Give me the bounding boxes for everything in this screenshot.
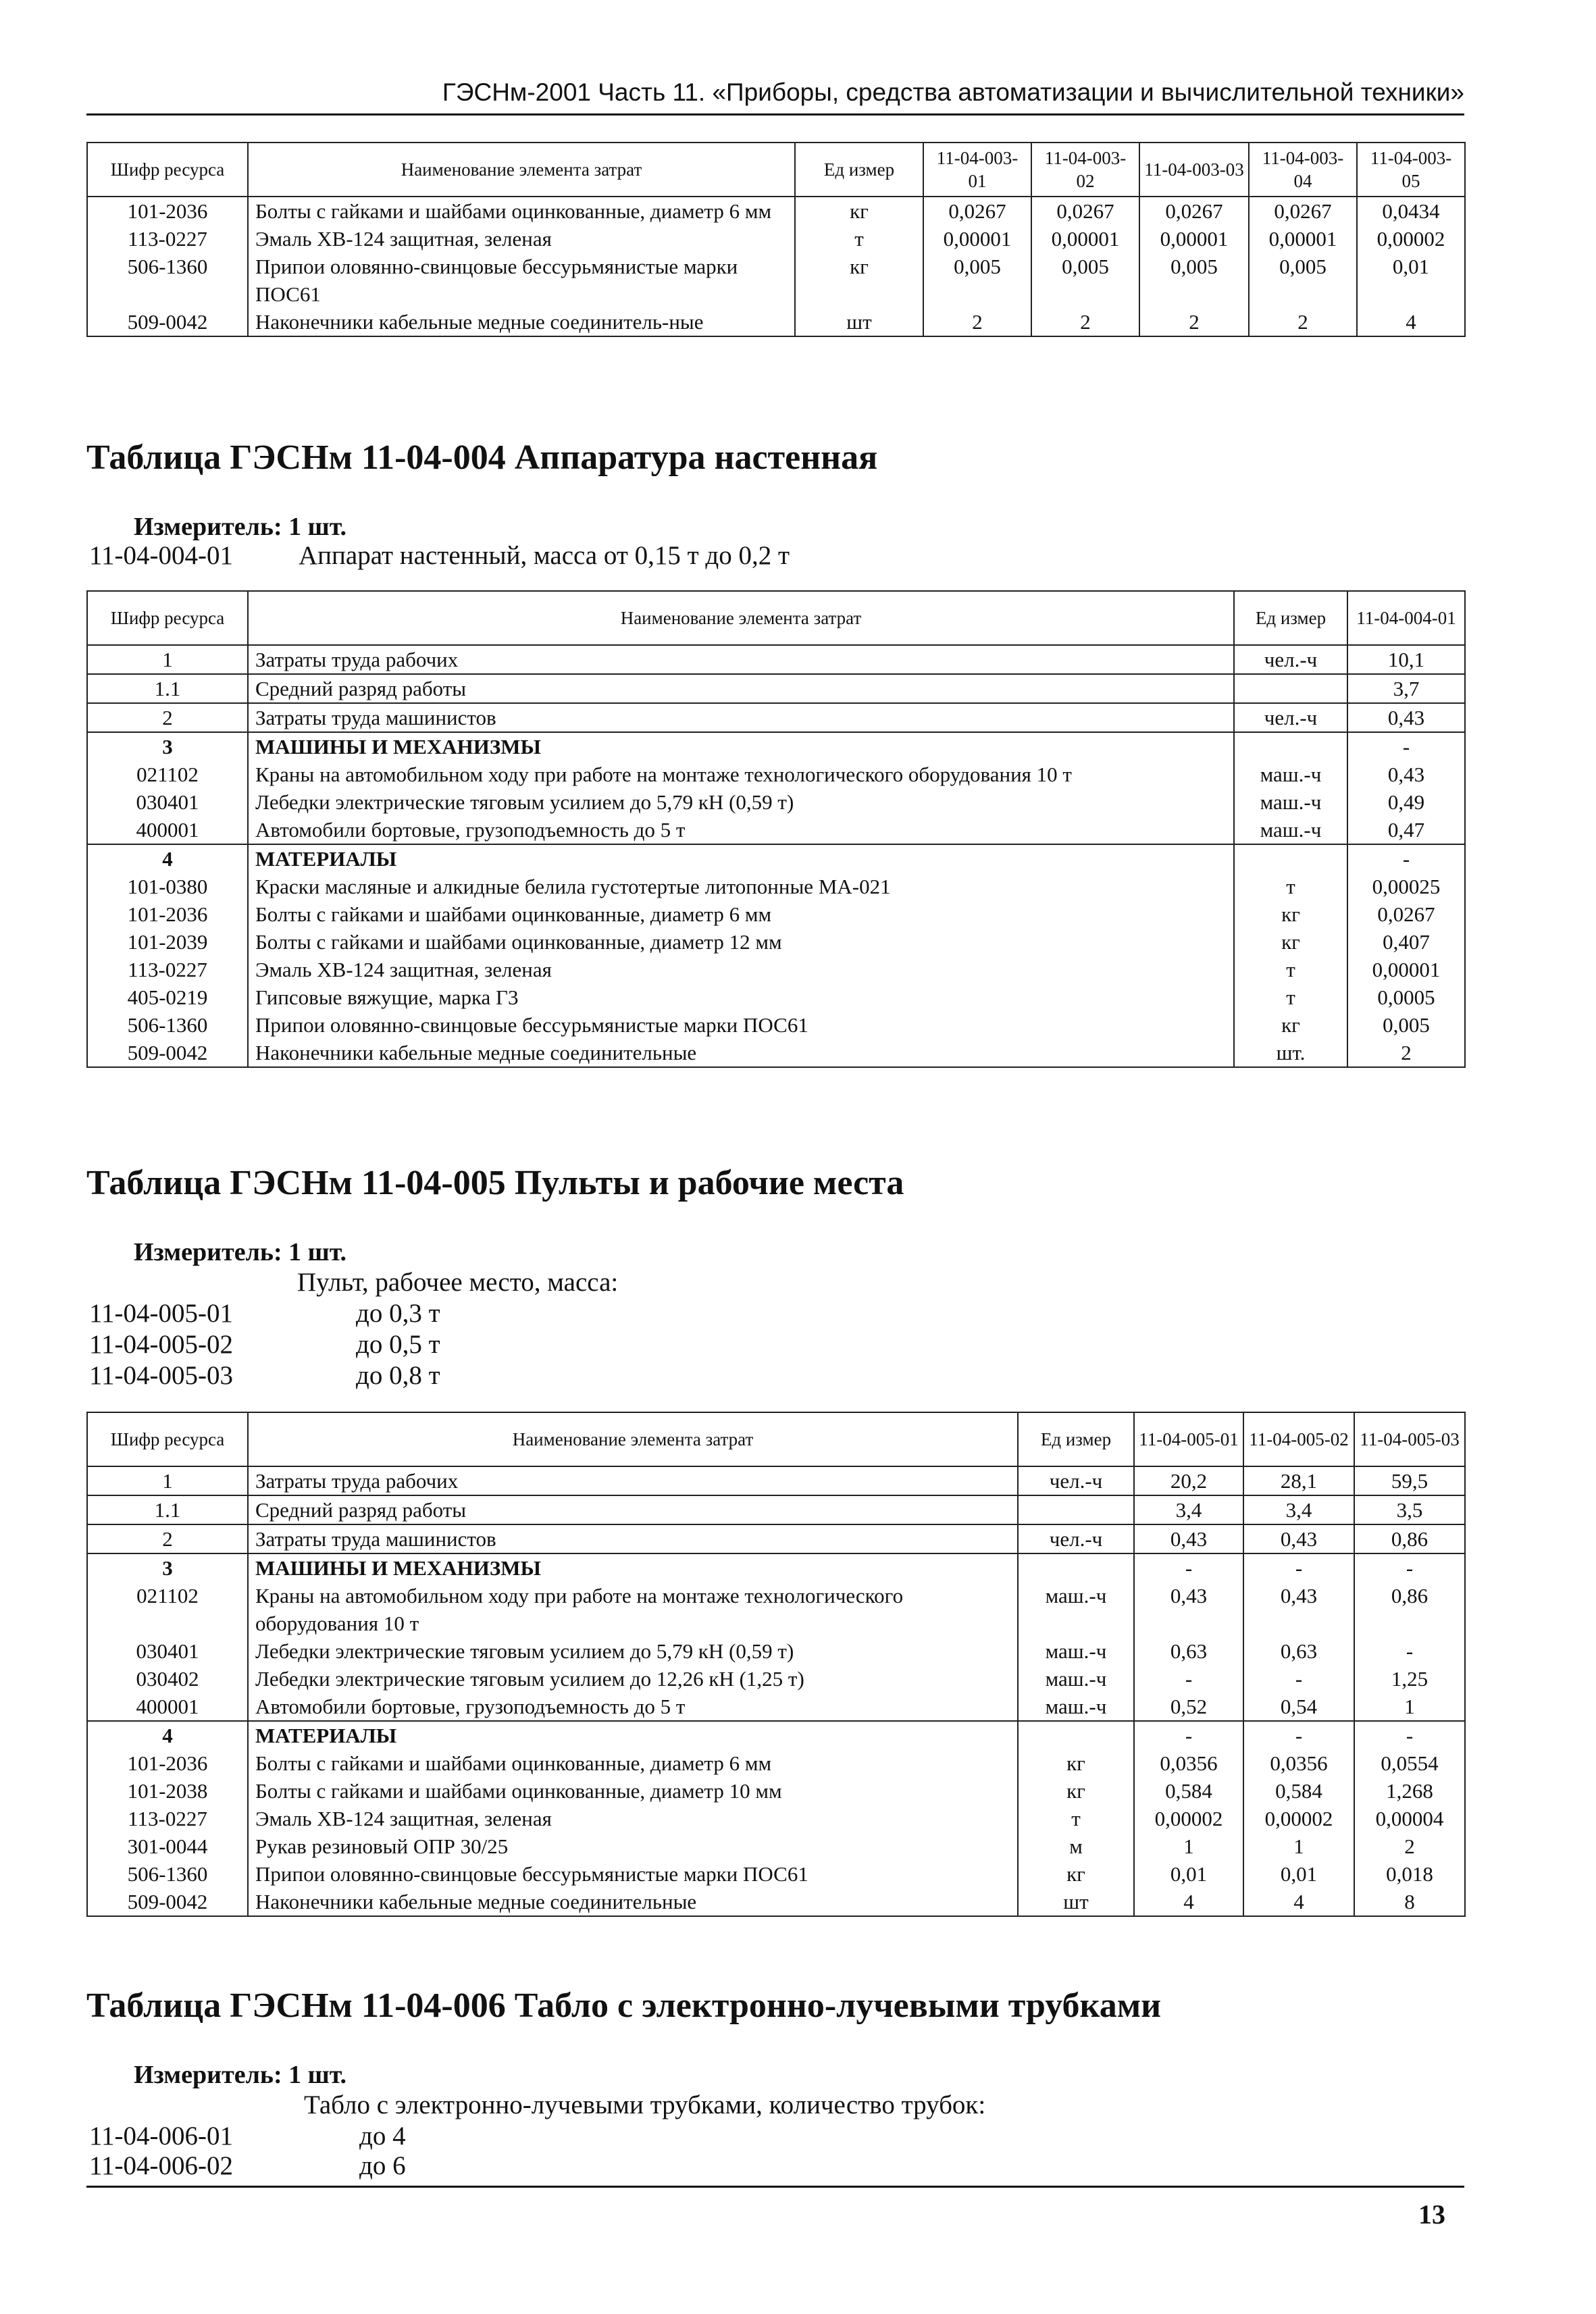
norm-code-line bbox=[89, 1298, 440, 1329]
resource-unit: маш.-ч bbox=[1018, 1693, 1134, 1721]
norm-value: - bbox=[1354, 1721, 1465, 1749]
resource-unit: кг bbox=[1234, 900, 1347, 928]
resource-unit: кг bbox=[795, 253, 923, 308]
resource-unit: маш.-ч bbox=[1018, 1665, 1134, 1693]
table-row bbox=[87, 1749, 1465, 1777]
table-row bbox=[87, 1721, 1465, 1749]
table-title-11-04-004: Таблица ГЭСНм 11-04-004 Аппаратура настенная bbox=[86, 438, 878, 477]
resource-code: 506-1360 bbox=[87, 1860, 248, 1888]
resource-name: Болты с гайками и шайбами оцинкованные, диаметр 12 мм bbox=[248, 928, 1234, 956]
norm-description: до 4 bbox=[359, 2122, 406, 2151]
resource-unit bbox=[1234, 844, 1347, 873]
resource-code: 509-0042 bbox=[87, 1039, 248, 1067]
norm-code-line bbox=[89, 2151, 406, 2181]
resource-code: 030402 bbox=[87, 1665, 248, 1693]
norm-value: 0,0267 bbox=[1249, 197, 1357, 225]
resource-code: 506-1360 bbox=[87, 253, 248, 308]
norm-code-line bbox=[89, 1360, 440, 1391]
norm-value: 10,1 bbox=[1347, 645, 1465, 674]
col-header-norm: 11-04-004-01 bbox=[1347, 591, 1465, 645]
norm-value: 0,01 bbox=[1357, 253, 1465, 308]
resource-name: Припои оловянно-свинцовые бессурьмянистые марки ПОС61 bbox=[248, 253, 795, 308]
norm-value: 0,0554 bbox=[1354, 1749, 1465, 1777]
resource-code: 113-0227 bbox=[87, 956, 248, 983]
resource-unit: кг bbox=[795, 197, 923, 225]
table-row bbox=[87, 308, 1465, 336]
resource-name: Краски масляные и алкидные белила густотертые литопонные МА-021 bbox=[248, 873, 1234, 900]
resource-name: Краны на автомобильном ходу при работе на монтаже технологического оборудования 10 т bbox=[248, 1582, 1018, 1637]
table-row bbox=[87, 844, 1465, 873]
table-row bbox=[87, 1011, 1465, 1039]
table-row bbox=[87, 900, 1465, 928]
norm-value: 4 bbox=[1243, 1888, 1354, 1916]
col-header-unit: Ед измер bbox=[795, 143, 923, 197]
table-row bbox=[87, 816, 1465, 844]
section-number: 4 bbox=[87, 844, 248, 873]
resource-unit bbox=[1018, 1553, 1134, 1582]
resource-unit bbox=[1234, 732, 1347, 761]
resource-unit: кг bbox=[1018, 1860, 1134, 1888]
table-row bbox=[87, 645, 1465, 674]
resource-code: 101-2039 bbox=[87, 928, 248, 956]
norm-value: 0,0267 bbox=[1139, 197, 1249, 225]
resource-code: 021102 bbox=[87, 1582, 248, 1637]
norm-value: 2 bbox=[1347, 1039, 1465, 1067]
norm-value: 0,43 bbox=[1134, 1524, 1243, 1553]
norm-value: - bbox=[1134, 1553, 1243, 1582]
norm-value: 2 bbox=[1249, 308, 1357, 336]
resource-name: Рукав резиновый ОПР 30/25 bbox=[248, 1832, 1018, 1860]
norm-lead-text: Пульт, рабочее место, масса: bbox=[297, 1268, 619, 1297]
table-row bbox=[87, 983, 1465, 1011]
resource-code: 2 bbox=[87, 1524, 248, 1553]
meter-value: 1 шт. bbox=[288, 513, 347, 541]
norm-value: - bbox=[1347, 844, 1465, 873]
norm-code: 11-04-005-02 bbox=[89, 1330, 234, 1359]
norm-value: 0,00001 bbox=[1031, 225, 1139, 253]
resource-name: Эмаль ХВ-124 защитная, зеленая bbox=[248, 225, 795, 253]
norm-value: 3,7 bbox=[1347, 674, 1465, 703]
norm-value: 0,0267 bbox=[923, 197, 1031, 225]
resource-code: 301-0044 bbox=[87, 1832, 248, 1860]
table-11-04-004 bbox=[86, 590, 1466, 1068]
resource-name: Наконечники кабельные медные соединитель-ные bbox=[248, 308, 795, 336]
table-row bbox=[87, 1582, 1465, 1637]
norm-value: 20,2 bbox=[1134, 1466, 1243, 1495]
norm-value: - bbox=[1134, 1721, 1243, 1749]
norm-code: 11-04-006-01 bbox=[89, 2122, 234, 2151]
col-header-code: Шифр ресурса bbox=[87, 1412, 248, 1466]
norm-value: 8 bbox=[1354, 1888, 1465, 1916]
norm-value: - bbox=[1243, 1553, 1354, 1582]
col-header-norm: 11-04-003-04 bbox=[1249, 143, 1357, 197]
resource-name: Затраты труда рабочих bbox=[248, 1466, 1018, 1495]
resource-unit: маш.-ч bbox=[1234, 816, 1347, 844]
table-row bbox=[87, 703, 1465, 732]
norm-value: - bbox=[1354, 1553, 1465, 1582]
resource-code: 113-0227 bbox=[87, 1805, 248, 1832]
table-row bbox=[87, 956, 1465, 983]
resource-code: 101-2036 bbox=[87, 900, 248, 928]
norm-value: 0,018 bbox=[1354, 1860, 1465, 1888]
norm-value: 0,00001 bbox=[1347, 956, 1465, 983]
resource-unit bbox=[1018, 1721, 1134, 1749]
resource-code: 2 bbox=[87, 703, 248, 732]
resource-code: 506-1360 bbox=[87, 1011, 248, 1039]
norm-code: 11-04-004-01 bbox=[89, 541, 234, 570]
section-number: 3 bbox=[87, 732, 248, 761]
norm-value: 2 bbox=[1031, 308, 1139, 336]
resource-unit: т bbox=[1018, 1805, 1134, 1832]
col-header-norm: 11-04-003-03 bbox=[1139, 143, 1249, 197]
norm-value: 3,4 bbox=[1243, 1495, 1354, 1524]
resource-unit bbox=[1234, 674, 1347, 703]
page-number: 13 bbox=[1418, 2199, 1445, 2230]
resource-unit: т bbox=[1234, 956, 1347, 983]
norm-description: Аппарат настенный, масса от 0,15 т до 0,2 т bbox=[299, 541, 790, 570]
resource-unit: шт. bbox=[1234, 1039, 1347, 1067]
table-row bbox=[87, 1495, 1465, 1524]
resource-name: Болты с гайками и шайбами оцинкованные, диаметр 6 мм bbox=[248, 900, 1234, 928]
table-title-11-04-005: Таблица ГЭСНм 11-04-005 Пульты и рабочие места bbox=[86, 1164, 904, 1202]
meter-value: 1 шт. bbox=[288, 1238, 347, 1266]
table-row bbox=[87, 1832, 1465, 1860]
norm-value: 0,005 bbox=[1139, 253, 1249, 308]
resource-unit: чел.-ч bbox=[1234, 645, 1347, 674]
norm-value: 0,00001 bbox=[1139, 225, 1249, 253]
meter-label: Измеритель: bbox=[134, 2061, 282, 2089]
table-row bbox=[87, 1665, 1465, 1693]
norm-code: 11-04-005-01 bbox=[89, 1299, 234, 1328]
norm-value: 1 bbox=[1134, 1832, 1243, 1860]
resource-code: 405-0219 bbox=[87, 983, 248, 1011]
resource-name: Лебедки электрические тяговым усилием до 5,79 кН (0,59 т) bbox=[248, 1637, 1018, 1665]
resource-name: Болты с гайками и шайбами оцинкованные, диаметр 6 мм bbox=[248, 1749, 1018, 1777]
norm-value: 3,5 bbox=[1354, 1495, 1465, 1524]
norm-code: 11-04-006-02 bbox=[89, 2151, 234, 2180]
norm-value: 0,86 bbox=[1354, 1524, 1465, 1553]
resource-code: 030401 bbox=[87, 1637, 248, 1665]
resource-name: Средний разряд работы bbox=[248, 1495, 1018, 1524]
col-header-code: Шифр ресурса bbox=[87, 591, 248, 645]
resource-unit: кг bbox=[1018, 1749, 1134, 1777]
norm-value: 0,00004 bbox=[1354, 1805, 1465, 1832]
table-row bbox=[87, 1553, 1465, 1582]
section-heading: МАШИНЫ И МЕХАНИЗМЫ bbox=[248, 732, 1234, 761]
norm-value: 0,47 bbox=[1347, 816, 1465, 844]
norm-value: 0,407 bbox=[1347, 928, 1465, 956]
meter-line bbox=[134, 512, 346, 542]
col-header-norm: 11-04-003-05 bbox=[1357, 143, 1465, 197]
table-row bbox=[87, 197, 1465, 225]
norm-value: - bbox=[1354, 1637, 1465, 1665]
norm-value: 1 bbox=[1243, 1832, 1354, 1860]
norm-value: 0,584 bbox=[1134, 1777, 1243, 1805]
table-row bbox=[87, 788, 1465, 816]
resource-name: Припои оловянно-свинцовые бессурьмянистые марки ПОС61 bbox=[248, 1860, 1018, 1888]
norm-value: - bbox=[1243, 1721, 1354, 1749]
resource-code: 101-2038 bbox=[87, 1777, 248, 1805]
norm-value: - bbox=[1347, 732, 1465, 761]
resource-unit: маш.-ч bbox=[1234, 788, 1347, 816]
resource-code: 1.1 bbox=[87, 1495, 248, 1524]
col-header-norm: 11-04-005-02 bbox=[1243, 1412, 1354, 1466]
table-row bbox=[87, 1888, 1465, 1916]
resource-unit: шт bbox=[1018, 1888, 1134, 1916]
resource-unit: маш.-ч bbox=[1018, 1637, 1134, 1665]
resource-name: Наконечники кабельные медные соединительные bbox=[248, 1039, 1234, 1067]
resource-code: 400001 bbox=[87, 816, 248, 844]
resource-name: Гипсовые вяжущие, марка Г3 bbox=[248, 983, 1234, 1011]
section-number: 3 bbox=[87, 1553, 248, 1582]
norm-value: 0,0434 bbox=[1357, 197, 1465, 225]
section-heading: МАТЕРИАЛЫ bbox=[248, 1721, 1018, 1749]
resource-name: Затраты труда машинистов bbox=[248, 703, 1234, 732]
resource-code: 1 bbox=[87, 1466, 248, 1495]
norm-value: 2 bbox=[1139, 308, 1249, 336]
resource-code: 101-2036 bbox=[87, 197, 248, 225]
resource-unit: т bbox=[1234, 983, 1347, 1011]
resource-unit: маш.-ч bbox=[1018, 1582, 1134, 1637]
resource-name: Автомобили бортовые, грузоподъемность до 5 т bbox=[248, 1693, 1018, 1721]
meter-line bbox=[134, 2060, 346, 2090]
norm-value: 28,1 bbox=[1243, 1466, 1354, 1495]
table-title-11-04-006: Таблица ГЭСНм 11-04-006 Табло с электронно-лучевыми трубками bbox=[86, 1986, 1162, 2025]
norm-value: 2 bbox=[1354, 1832, 1465, 1860]
resource-code: 101-0380 bbox=[87, 873, 248, 900]
norm-value: 0,005 bbox=[1249, 253, 1357, 308]
resource-unit: чел.-ч bbox=[1234, 703, 1347, 732]
resource-unit: кг bbox=[1234, 928, 1347, 956]
resource-code: 113-0227 bbox=[87, 225, 248, 253]
resource-unit: кг bbox=[1234, 1011, 1347, 1039]
norm-value: 0,0356 bbox=[1134, 1749, 1243, 1777]
resource-unit: маш.-ч bbox=[1234, 761, 1347, 788]
norm-value: 0,43 bbox=[1243, 1524, 1354, 1553]
resource-code: 400001 bbox=[87, 1693, 248, 1721]
resource-name: Эмаль ХВ-124 защитная, зеленая bbox=[248, 1805, 1018, 1832]
norm-description: до 6 bbox=[359, 2151, 406, 2180]
resource-code: 030401 bbox=[87, 788, 248, 816]
resource-code: 1 bbox=[87, 645, 248, 674]
section-heading: МАТЕРИАЛЫ bbox=[248, 844, 1234, 873]
col-header-unit: Ед измер bbox=[1018, 1412, 1134, 1466]
norm-value: 2 bbox=[923, 308, 1031, 336]
resource-code: 509-0042 bbox=[87, 1888, 248, 1916]
meter-line bbox=[134, 1237, 346, 1267]
table-row bbox=[87, 253, 1465, 308]
norm-value: 0,49 bbox=[1347, 788, 1465, 816]
norm-value: 4 bbox=[1357, 308, 1465, 336]
resource-unit: чел.-ч bbox=[1018, 1466, 1134, 1495]
norm-code-line bbox=[89, 1329, 440, 1360]
norm-value: 0,0267 bbox=[1031, 197, 1139, 225]
norm-value: 0,005 bbox=[923, 253, 1031, 308]
table-row bbox=[87, 674, 1465, 703]
norm-value: 59,5 bbox=[1354, 1466, 1465, 1495]
resource-name: Автомобили бортовые, грузоподъемность до 5 т bbox=[248, 816, 1234, 844]
norm-value: 0,0267 bbox=[1347, 900, 1465, 928]
col-header-norm: 11-04-003-01 bbox=[923, 143, 1031, 197]
resource-unit: шт bbox=[795, 308, 923, 336]
meter-label: Измеритель: bbox=[134, 1238, 282, 1266]
norm-value: 0,01 bbox=[1134, 1860, 1243, 1888]
norm-value: 0,43 bbox=[1243, 1582, 1354, 1637]
norm-value: 0,00002 bbox=[1243, 1805, 1354, 1832]
table-row bbox=[87, 1777, 1465, 1805]
resource-name: Лебедки электрические тяговым усилием до 5,79 кН (0,59 т) bbox=[248, 788, 1234, 816]
table-row bbox=[87, 1039, 1465, 1067]
resource-code: 509-0042 bbox=[87, 308, 248, 336]
resource-name: Припои оловянно-свинцовые бессурьмянистые марки ПОС61 bbox=[248, 1011, 1234, 1039]
resource-name: Краны на автомобильном ходу при работе на монтаже технологического оборудования 10 т bbox=[248, 761, 1234, 788]
col-header-name: Наименование элемента затрат bbox=[248, 591, 1234, 645]
table-row bbox=[87, 225, 1465, 253]
col-header-norm: 11-04-005-01 bbox=[1134, 1412, 1243, 1466]
meter-label: Измеритель: bbox=[134, 513, 282, 541]
norm-value: 1,25 bbox=[1354, 1665, 1465, 1693]
norm-value: 0,54 bbox=[1243, 1693, 1354, 1721]
norm-value: 0,63 bbox=[1243, 1637, 1354, 1665]
norm-description: до 0,5 т bbox=[356, 1330, 440, 1359]
norm-value: 4 bbox=[1134, 1888, 1243, 1916]
table-row bbox=[87, 873, 1465, 900]
resource-unit: т bbox=[1234, 873, 1347, 900]
table-11-04-003 bbox=[86, 142, 1466, 337]
col-header-unit: Ед измер bbox=[1234, 591, 1347, 645]
norm-value: 0,52 bbox=[1134, 1693, 1243, 1721]
resource-code: 101-2036 bbox=[87, 1749, 248, 1777]
resource-unit bbox=[1018, 1495, 1134, 1524]
resource-name: Лебедки электрические тяговым усилием до 12,26 кН (1,25 т) bbox=[248, 1665, 1018, 1693]
table-row bbox=[87, 1466, 1465, 1495]
norm-description: до 0,3 т bbox=[356, 1299, 440, 1328]
resource-unit: т bbox=[795, 225, 923, 253]
col-header-norm: 11-04-003-02 bbox=[1031, 143, 1139, 197]
norm-value: 3,4 bbox=[1134, 1495, 1243, 1524]
resource-code: 021102 bbox=[87, 761, 248, 788]
table-row bbox=[87, 1524, 1465, 1553]
norm-value: 0,005 bbox=[1031, 253, 1139, 308]
resource-name: Затраты труда рабочих bbox=[248, 645, 1234, 674]
norm-code: 11-04-005-03 bbox=[89, 1361, 234, 1390]
norm-value: 0,0005 bbox=[1347, 983, 1465, 1011]
norm-value: 0,00025 bbox=[1347, 873, 1465, 900]
table-row bbox=[87, 928, 1465, 956]
resource-name: Затраты труда машинистов bbox=[248, 1524, 1018, 1553]
norm-value: - bbox=[1243, 1665, 1354, 1693]
table-row bbox=[87, 761, 1465, 788]
resource-name: Болты с гайками и шайбами оцинкованные, диаметр 6 мм bbox=[248, 197, 795, 225]
col-header-name: Наименование элемента затрат bbox=[248, 143, 795, 197]
norm-value: 0,00001 bbox=[1249, 225, 1357, 253]
norm-value: 0,43 bbox=[1134, 1582, 1243, 1637]
running-header: ГЭСНм-2001 Часть 11. «Приборы, средства автоматизации и вычислительной техники» bbox=[86, 72, 1464, 115]
norm-value: 0,01 bbox=[1243, 1860, 1354, 1888]
norm-value: 0,0356 bbox=[1243, 1749, 1354, 1777]
table-11-04-005 bbox=[86, 1412, 1466, 1917]
resource-code: 1.1 bbox=[87, 674, 248, 703]
norm-code-line bbox=[89, 2121, 406, 2151]
meter-value: 1 шт. bbox=[288, 2061, 347, 2089]
resource-name: Эмаль ХВ-124 защитная, зеленая bbox=[248, 956, 1234, 983]
table-row bbox=[87, 1860, 1465, 1888]
norm-value: 0,005 bbox=[1347, 1011, 1465, 1039]
norm-value: 0,00001 bbox=[923, 225, 1031, 253]
col-header-code: Шифр ресурса bbox=[87, 143, 248, 197]
resource-name: Наконечники кабельные медные соединительные bbox=[248, 1888, 1018, 1916]
norm-value: 0,00002 bbox=[1357, 225, 1465, 253]
norm-code-line bbox=[89, 540, 790, 571]
col-header-norm: 11-04-005-03 bbox=[1354, 1412, 1465, 1466]
resource-unit: м bbox=[1018, 1832, 1134, 1860]
norm-lead-text: Табло с электронно-лучевыми трубками, количество трубок: bbox=[304, 2090, 986, 2119]
section-heading: МАШИНЫ И МЕХАНИЗМЫ bbox=[248, 1553, 1018, 1582]
norm-value: 0,43 bbox=[1347, 703, 1465, 732]
norm-value: 1 bbox=[1354, 1693, 1465, 1721]
norm-value: 0,00002 bbox=[1134, 1805, 1243, 1832]
norm-value: - bbox=[1134, 1665, 1243, 1693]
section-divider bbox=[86, 2186, 1464, 2188]
table-row bbox=[87, 1805, 1465, 1832]
norm-value: 1,268 bbox=[1354, 1777, 1465, 1805]
norm-value: 0,584 bbox=[1243, 1777, 1354, 1805]
table-row bbox=[87, 732, 1465, 761]
table-row bbox=[87, 1637, 1465, 1665]
resource-name: Болты с гайками и шайбами оцинкованные, диаметр 10 мм bbox=[248, 1777, 1018, 1805]
norm-value: 0,43 bbox=[1347, 761, 1465, 788]
norm-description: до 0,8 т bbox=[356, 1361, 440, 1390]
norm-value: 0,63 bbox=[1134, 1637, 1243, 1665]
resource-name: Средний разряд работы bbox=[248, 674, 1234, 703]
resource-unit: кг bbox=[1018, 1777, 1134, 1805]
col-header-name: Наименование элемента затрат bbox=[248, 1412, 1018, 1466]
norm-value: 0,86 bbox=[1354, 1582, 1465, 1637]
resource-unit: чел.-ч bbox=[1018, 1524, 1134, 1553]
table-row bbox=[87, 1693, 1465, 1721]
section-number: 4 bbox=[87, 1721, 248, 1749]
